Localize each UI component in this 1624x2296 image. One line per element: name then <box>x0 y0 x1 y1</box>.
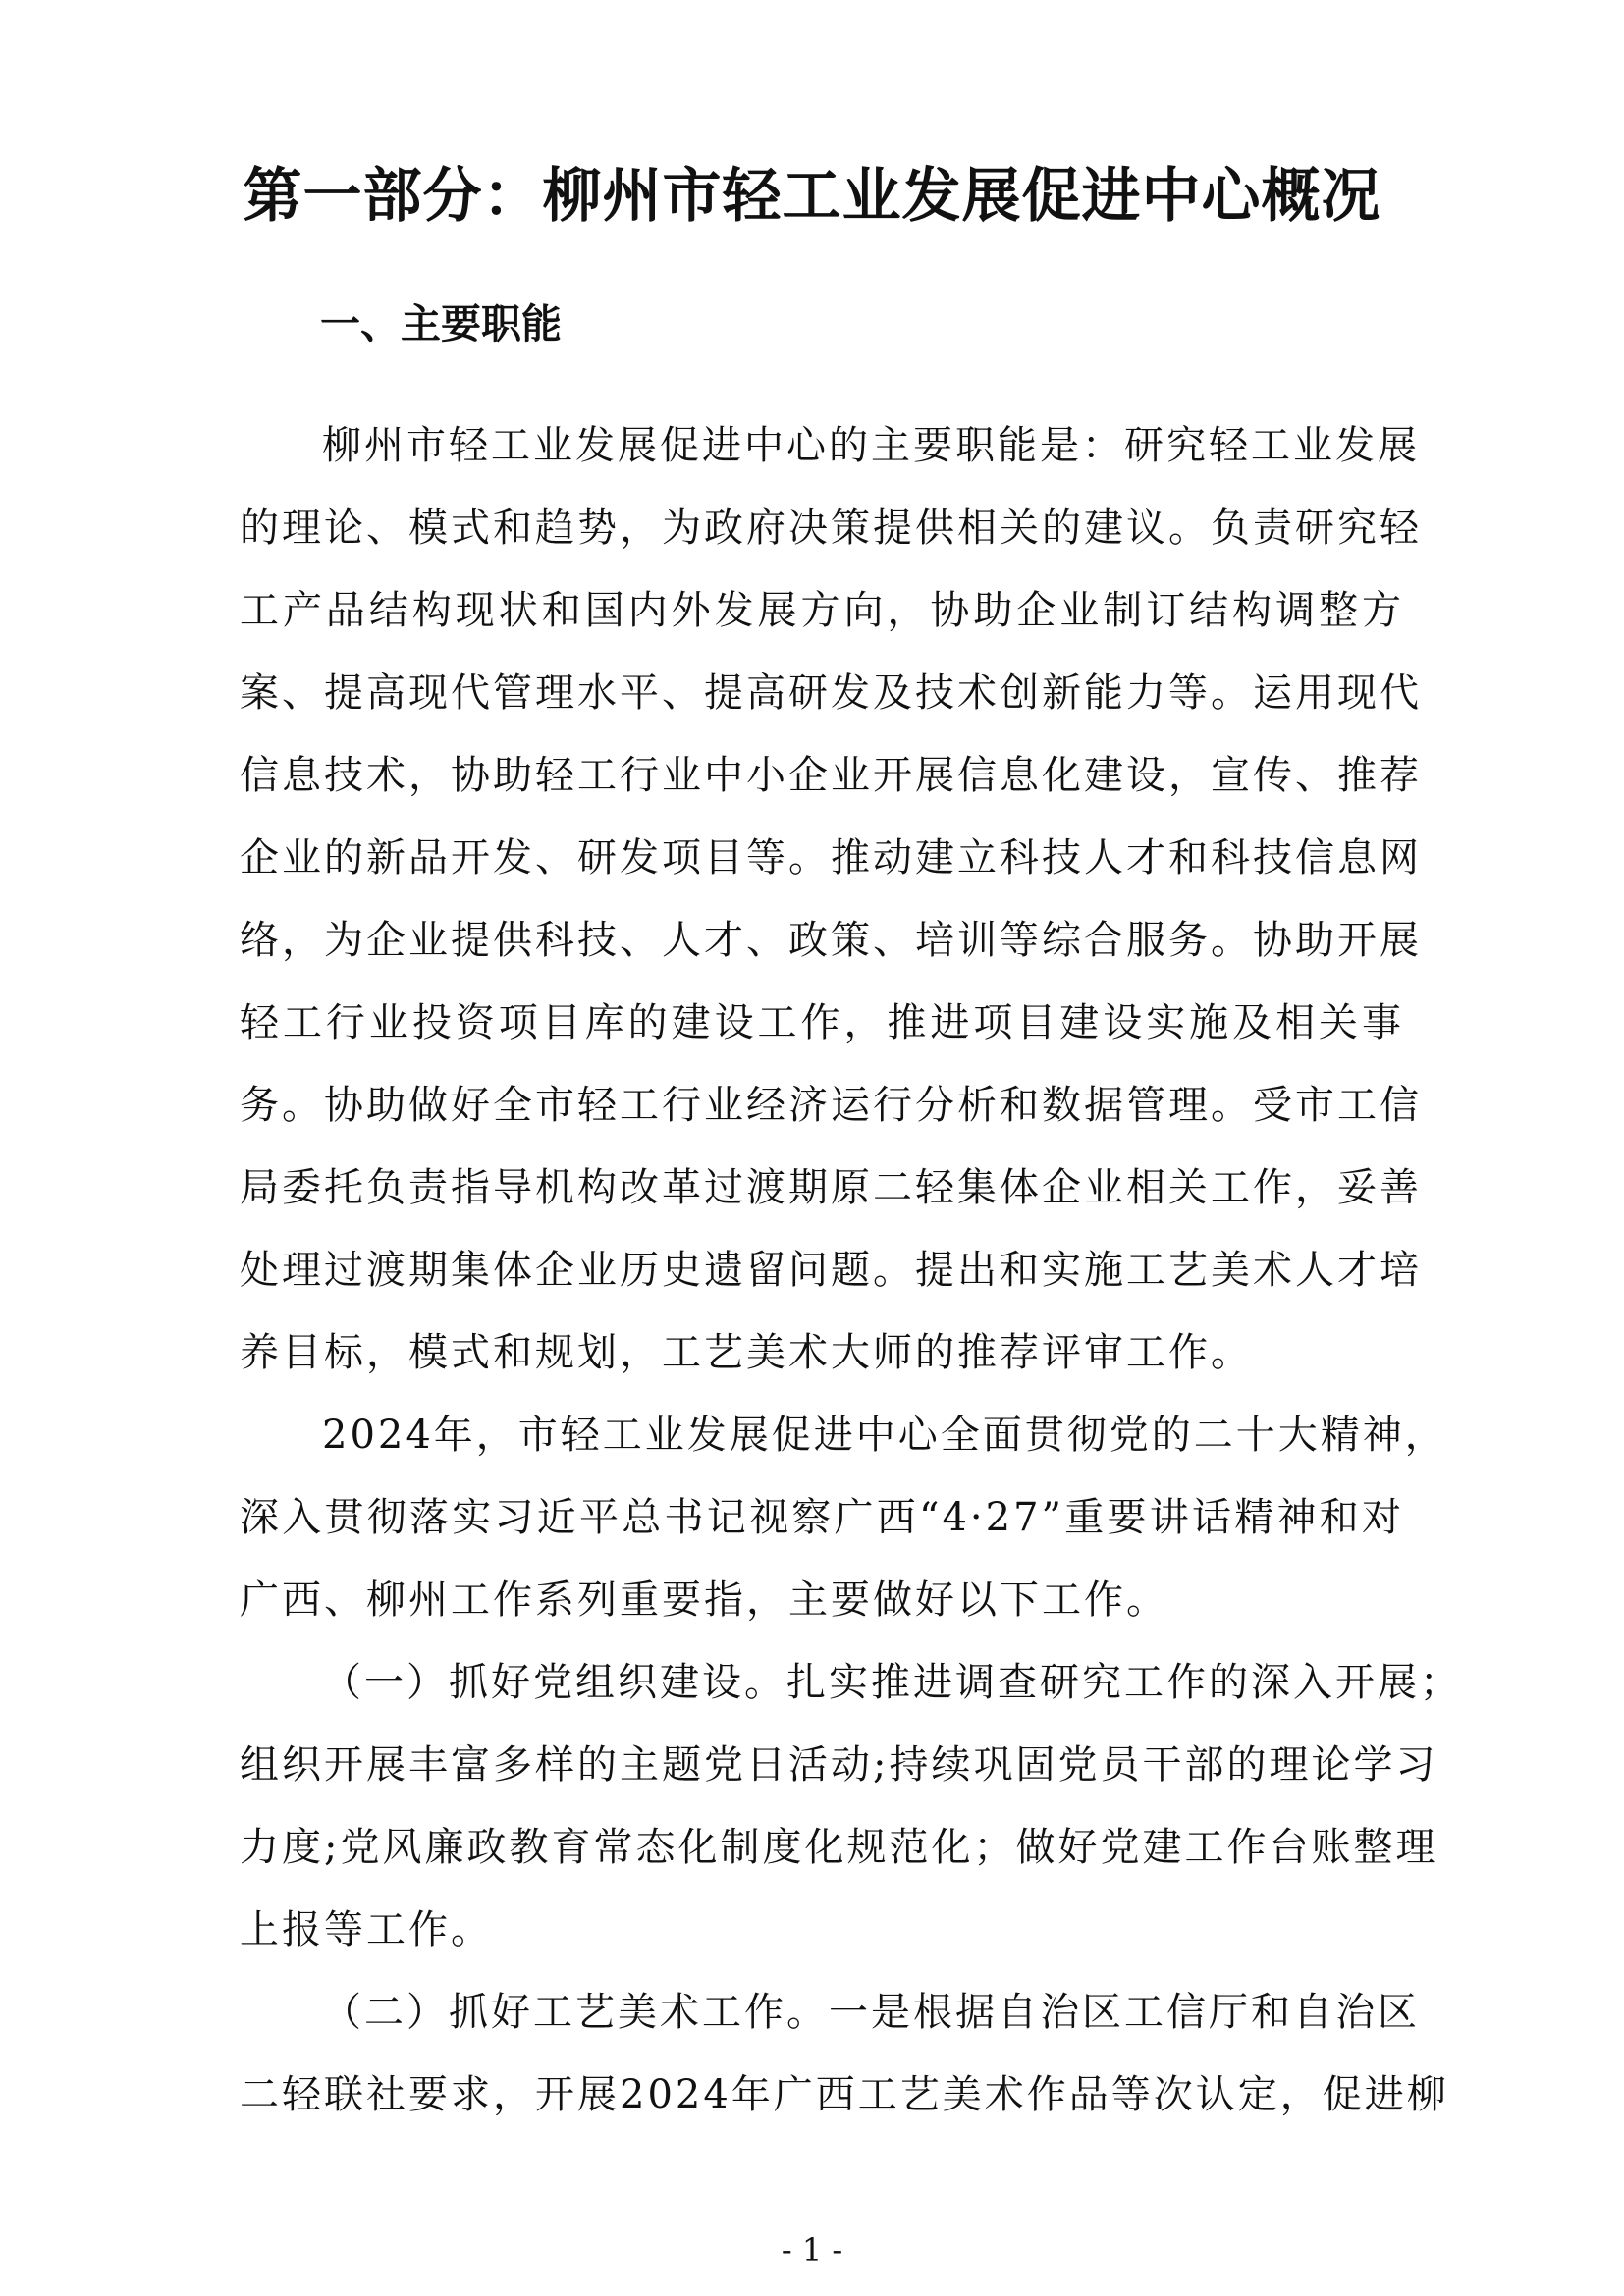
text-line: 轻工行业投资项目库的建设工作，推进项目建设实施及相关事 <box>240 1000 1404 1045</box>
text-line: 深入贯彻落实习近平总书记视察广西“4·27”重要讲话精神和对 <box>240 1495 1404 1540</box>
text-line: （一）抓好党组织建设。扎实推进调查研究工作的深入开展； <box>322 1660 1462 1705</box>
text-line: 广西、柳州工作系列重要指，主要做好以下工作。 <box>240 1577 1168 1623</box>
text-line: 二轻联社要求，开展2024年广西工艺美术作品等次认定，促进柳 <box>240 2072 1449 2117</box>
text-line: 企业的新品开发、研发项目等。推动建立科技人才和科技信息网 <box>240 835 1422 881</box>
text-line: 务。协助做好全市轻工行业经济运行分析和数据管理。受市工信 <box>240 1083 1422 1128</box>
text-line: 养目标，模式和规划，工艺美术大师的推荐评审工作。 <box>240 1330 1253 1375</box>
text-line: 处理过渡期集体企业历史遗留问题。提出和实施工艺美术人才培 <box>240 1248 1422 1293</box>
section-heading: 一、主要职能 <box>320 300 562 347</box>
text-line: 络，为企业提供科技、人才、政策、培训等综合服务。协助开展 <box>240 918 1422 963</box>
page-number: - 1 - <box>781 2231 843 2269</box>
paragraph-arts-crafts <box>240 1971 1449 2136</box>
text-line: 局委托负责指导机构改革过渡期原二轻集体企业相关工作，妥善 <box>240 1165 1422 1210</box>
text-line: （二）抓好工艺美术工作。一是根据自治区工信厅和自治区 <box>322 1990 1420 2035</box>
text-line: 柳州市轻工业发展促进中心的主要职能是：研究轻工业发展 <box>322 423 1420 468</box>
text-line: 上报等工作。 <box>240 1907 493 1952</box>
text-line: 组织开展丰富多样的主题党日活动;持续巩固党员干部的理论学习 <box>240 1742 1438 1788</box>
text-line: 信息技术，协助轻工行业中小企业开展信息化建设，宣传、推荐 <box>240 753 1422 798</box>
text-line: 2024年，市轻工业发展促进中心全面贯彻党的二十大精神， <box>322 1413 1447 1458</box>
paragraph-party-building <box>240 1641 1462 1971</box>
text-line: 力度;党风廉政教育常态化制度化规范化；做好党建工作台账整理 <box>240 1825 1438 1870</box>
paragraph-duties <box>240 404 1422 1394</box>
text-line: 的理论、模式和趋势，为政府决策提供相关的建议。负责研究轻 <box>240 506 1422 551</box>
text-line: 工产品结构现状和国内外发展方向，协助企业制订结构调整方 <box>240 588 1404 633</box>
paragraph-2024-overview <box>240 1394 1447 1641</box>
document-title: 第一部分：柳州市轻工业发展促进中心概况 <box>243 162 1381 231</box>
text-line: 案、提高现代管理水平、提高研发及技术创新能力等。运用现代 <box>240 670 1422 716</box>
